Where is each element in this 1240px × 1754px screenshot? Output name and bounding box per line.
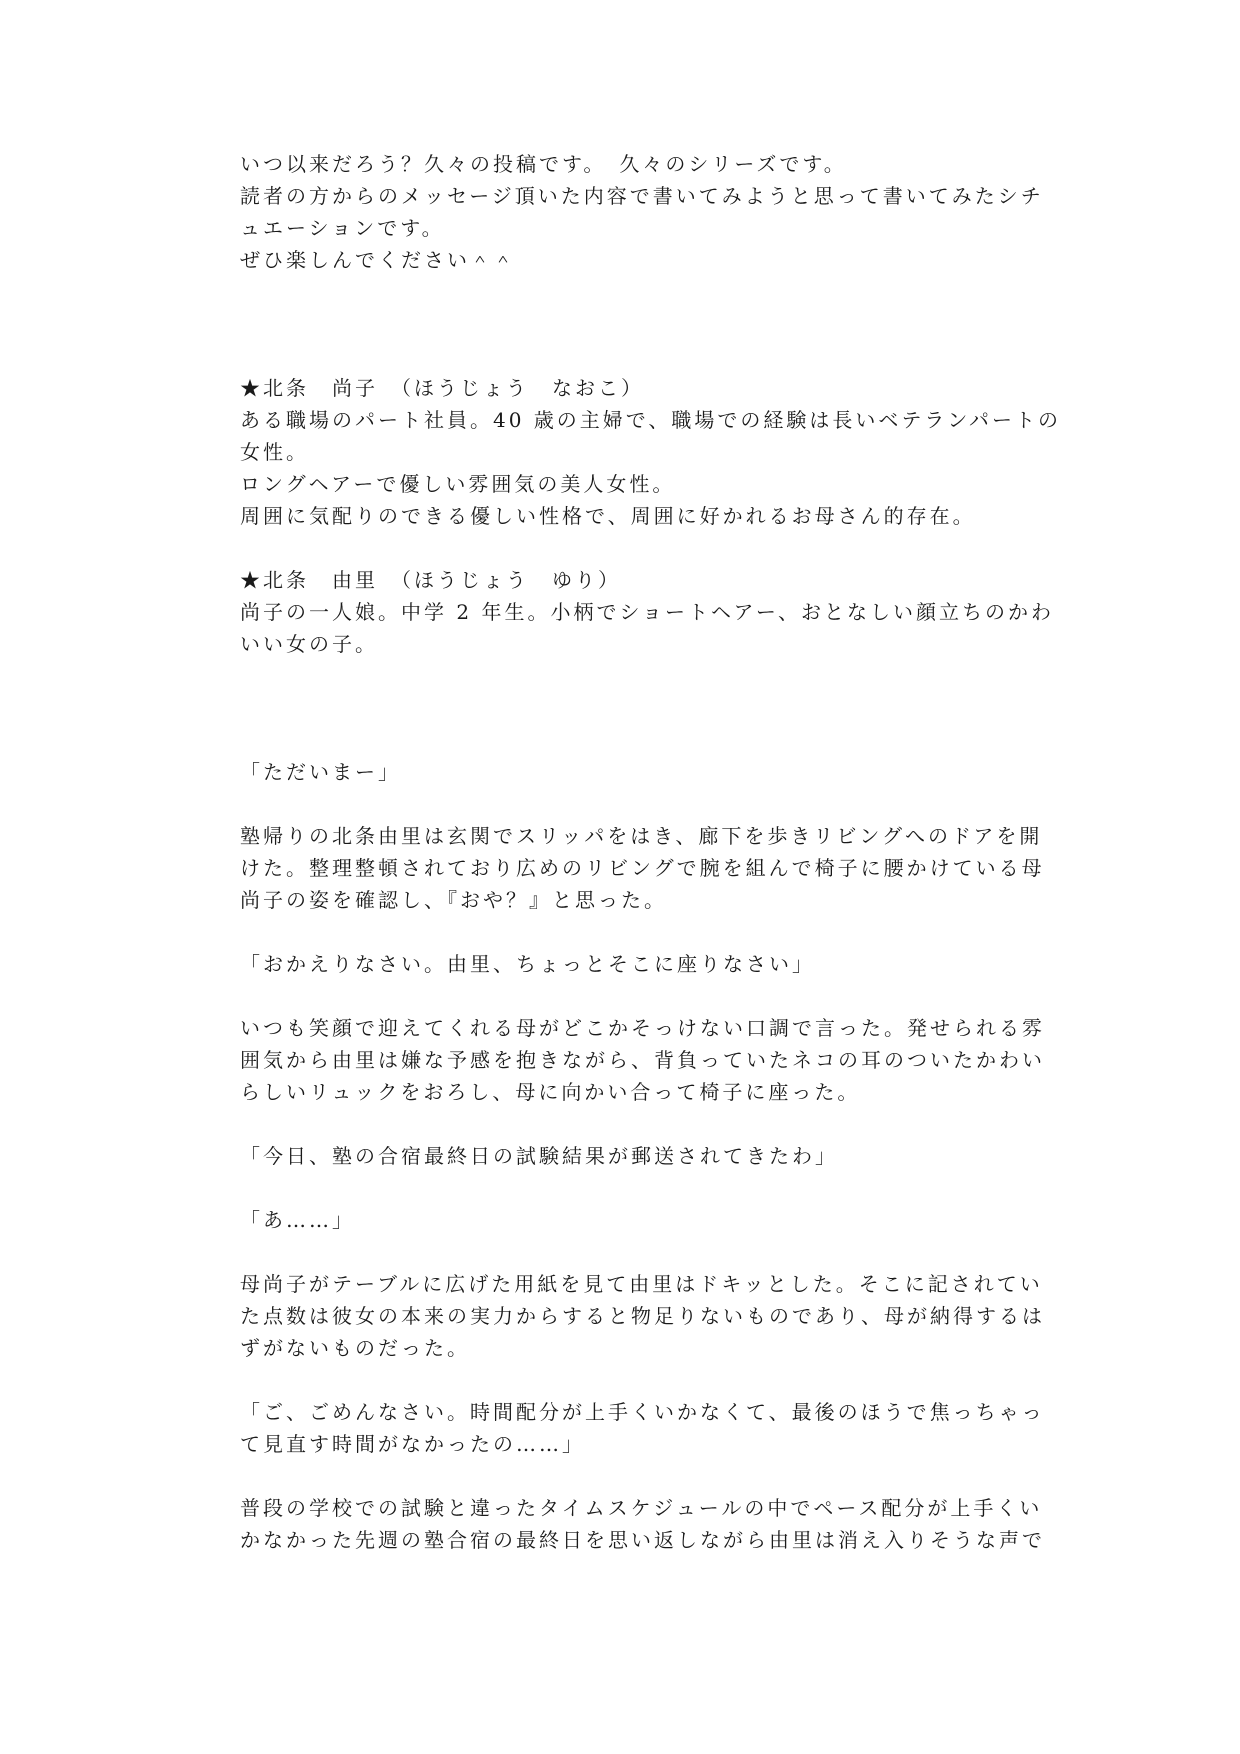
narration-line: 尚子の姿を確認し、『おや？』と思った。 (240, 888, 667, 912)
narration-line: 塾帰りの北条由里は玄関でスリッパをはき、廊下を歩きリビングへのドアを開 (240, 824, 1043, 848)
narration-line: かなかった先週の塾合宿の最終日を思い返しながら由里は消え入りそうな声で (240, 1528, 1045, 1552)
narration-line: 普段の学校での試験と違ったタイムスケジュールの中でペース配分が上手くい (240, 1496, 1043, 1520)
character-line: ロングヘアーで優しい雰囲気の美人女性。 (240, 472, 676, 496)
story-section (240, 756, 1045, 1556)
intro-line: いつ以来だろう？久々の投稿です。 久々のシリーズです。 (240, 152, 847, 176)
narration-line: 母尚子がテーブルに広げた用紙を見て由里はドキッとした。そこに記されてい (240, 1272, 1043, 1296)
narration-line: ずがないものだった。 (240, 1336, 470, 1360)
narration-line: けた。整理整頓されており広めのリビングで腕を組んで椅子に腰かけている母 (240, 856, 1045, 880)
intro-line: ぜひ楽しんでください＾＾ (240, 248, 516, 272)
narration-line: いつも笑顔で迎えてくれる母がどこかそっけない口調で言った。発せられる雰 (240, 1016, 1045, 1040)
narration-line: 囲気から由里は嫌な予感を抱きながら、背負っていたネコの耳のついたかわい (240, 1048, 1045, 1072)
dialogue-line: 「あ……」 (240, 1208, 355, 1232)
narration-line: らしいリュックをおろし、母に向かい合って椅子に座った。 (240, 1080, 861, 1104)
intro-line: ュエーションです。 (240, 216, 445, 240)
character-line: 周囲に気配りのできる優しい性格で、周囲に好かれるお母さん的存在。 (240, 504, 976, 528)
dialogue-line: 「ご、ごめんなさい。時間配分が上手くいかなくて、最後のほうで焦っちゃっ (240, 1400, 1045, 1424)
character-line: 女性。 (240, 440, 309, 464)
character-heading: ★北条 尚子 （ほうじょう なおこ） (240, 376, 644, 400)
character-heading: ★北条 由里 （ほうじょう ゆり） (240, 568, 621, 592)
intro-section (240, 148, 1044, 276)
character-profile-naoko (240, 372, 1062, 532)
dialogue-line: 「今日、塾の合宿最終日の試験結果が郵送されてきたわ」 (240, 1144, 838, 1168)
narration-line: た点数は彼女の本来の実力からすると物足りないものであり、母が納得するは (240, 1304, 1045, 1328)
character-line: 尚子の一人娘。中学 2 年生。小柄でショートヘアー、おとなしい顔立ちのかわ (240, 600, 1055, 624)
dialogue-line: 「おかえりなさい。由里、ちょっとそこに座りなさい」 (240, 952, 815, 976)
character-line: ある職場のパート社員。40 歳の主婦で、職場での経験は長いベテランパートの (240, 408, 1062, 432)
document-body (240, 148, 1062, 1556)
dialogue-line: て見直す時間がなかったの……」 (240, 1432, 585, 1456)
character-profile-yuri (240, 564, 1055, 660)
character-line: いい女の子。 (240, 632, 378, 656)
dialogue-line: 「ただいまー」 (240, 760, 401, 784)
intro-line: 読者の方からのメッセージ頂いた内容で書いてみようと思って書いてみたシチ (240, 184, 1044, 208)
